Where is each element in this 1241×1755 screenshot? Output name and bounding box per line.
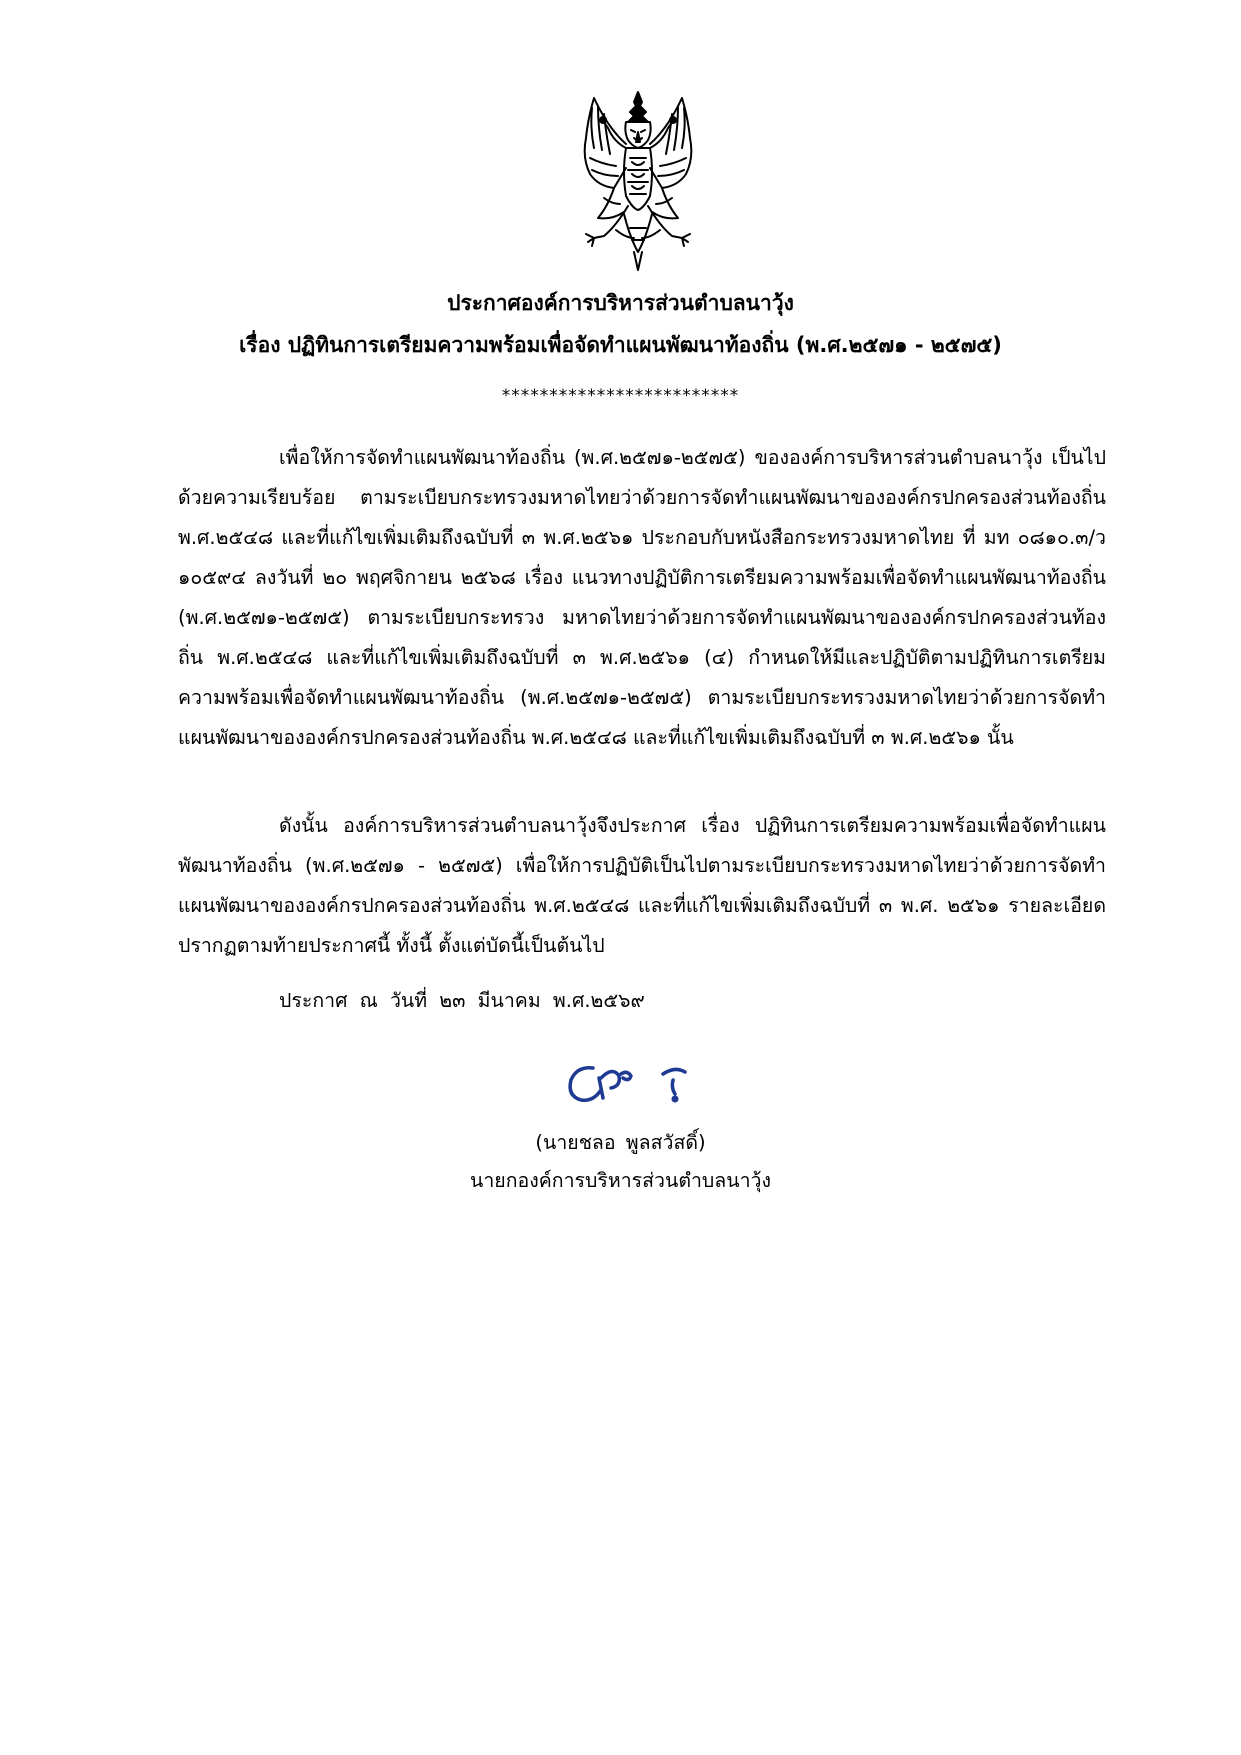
announcement-subject: เรื่อง ปฏิทินการเตรียมความพร้อมเพื่อจัดทำแผนพัฒนาท้องถิ่น (พ.ศ.๒๕๗๑ - ๒๕๗๕): [239, 333, 1002, 357]
proclamation-date: ประกาศ ณ วันที่ ๒๓ มีนาคม พ.ศ.๒๕๖๙: [279, 989, 645, 1012]
body-paragraph-1: เพื่อให้การจัดทำแผนพัฒนาท้องถิ่น (พ.ศ.๒๕๗๑-๒๕๗๕) ขององค์การบริหารส่วนตำบลนาวุ้ง เป็นไปด้วยความเรียบร้อย ตามระเบียบกระทรวงมหาดไทยว่าด้วยการจัดทำแผนพัฒนาขององค์กรปกครองส่วนท้องถิ่น พ.ศ.๒๕๔๘ และที่แก้ไขเพิ่มเติมถึงฉบับที่ ๓ พ.ศ.๒๕๖๑ ประกอบกับหนังสือกระทรวงมหาดไทย ที่ มท ๐๘๑๐.๓/ว ๑๐๕๙๔ ลงวันที่ ๒๐ พฤศจิกายน ๒๕๖๘ เรื่อง แนวทางปฏิบัติการเตรียมความพร้อมเพื่อจัดทำแผนพัฒนาท้องถิ่น (พ.ศ.๒๕๗๑-๒๕๗๕) ตามระเบียบกระทรวง มหาดไทยว่าด้วยการจัดทำแผนพัฒนาขององค์กรปกครองส่วนท้องถิ่น พ.ศ.๒๕๔๘ และที่แก้ไขเพิ่มเติมถึงฉบับที่ ๓ พ.ศ.๒๕๖๑ (๔) กำหนดให้มีและปฏิบัติตามปฏิทินการเตรียมความพร้อมเพื่อจัดทำแผนพัฒนาท้องถิ่น (พ.ศ.๒๕๗๑-๒๕๗๕) ตามระเบียบกระทรวงมหาดไทยว่าด้วยการจัดทำแผนพัฒนาขององค์กรปกครองส่วนท้องถิ่น พ.ศ.๒๕๔๘ และที่แก้ไขเพิ่มเติมถึงฉบับที่ ๓ พ.ศ.๒๕๖๑ นั้น: [178, 446, 1106, 749]
signer-position: นายกองค์การบริหารส่วนตำบลนาวุ้ง: [469, 1169, 772, 1192]
signer-name: (นายชลอ พูลสวัสดิ์): [535, 1131, 706, 1154]
body-paragraph-2: ดังนั้น องค์การบริหารส่วนตำบลนาวุ้งจึงประกาศ เรื่อง ปฏิทินการเตรียมความพร้อมเพื่อจัดทำแผนพัฒนาท้องถิ่น (พ.ศ.๒๕๗๑ - ๒๕๗๕) เพื่อให้การปฏิบัติเป็นไปตามระเบียบกระทรวงมหาดไทยว่าด้วยการจัดทำแผนพัฒนาขององค์กรปกครองส่วนท้องถิ่น พ.ศ.๒๕๔๘ และที่แก้ไขเพิ่มเติมถึงฉบับที่ ๓ พ.ศ. ๒๕๖๑ รายละเอียดปรากฏตามท้ายประกาศนี้ ทั้งนี้ ตั้งแต่บัดนี้เป็นต้นไป: [178, 814, 1106, 957]
handwritten-signature-icon: [563, 1054, 703, 1110]
announcement-title: ประกาศองค์การบริหารส่วนตำบลนาวุ้ง: [447, 291, 794, 315]
separator-line: *************************: [501, 386, 740, 406]
garuda-emblem-icon: [568, 88, 708, 274]
